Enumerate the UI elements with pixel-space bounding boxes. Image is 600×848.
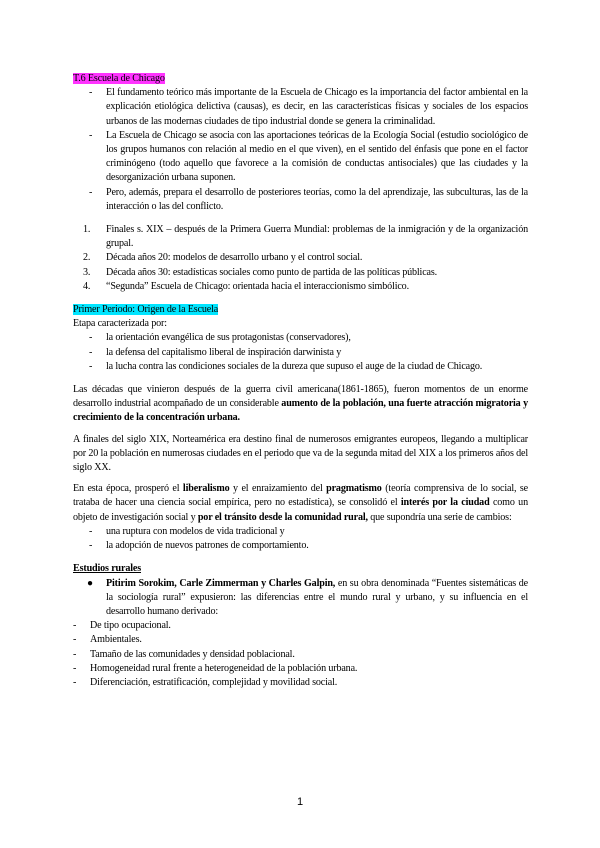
dash-marker: - xyxy=(73,634,77,646)
list-item-text: Ambientales. xyxy=(90,634,142,646)
dash-marker: - xyxy=(73,620,77,632)
dash-marker: - xyxy=(89,346,93,358)
etapa-label: Etapa caracterizada por: xyxy=(73,318,167,330)
intro-list xyxy=(73,86,528,214)
list-item xyxy=(57,662,528,676)
list-item-text: Finales s. XIX – después de la Primera Guerra Mundial: problemas de la inmigración y de la organización grupal. xyxy=(106,224,528,250)
page-content xyxy=(73,72,528,690)
paragraph-text: como un objeto de investigación social y xyxy=(73,497,528,523)
list-item xyxy=(73,360,528,374)
list-item xyxy=(73,525,528,539)
number-marker: 1. xyxy=(83,224,91,236)
paragraph-text: Las décadas que vinieron después de la guerra civil americana(1861-1865), fueron momentos de un enorme desarrollo industrial acompañado de un considerable xyxy=(73,384,528,410)
list-item-text: El fundamento teórico más importante de la Escuela de Chicago es la importancia del factor ambiental en la explicación etiológica delictiva (causas), es decir, en las características físicas y sociales de los espacios urbanos de las modernas ciudades de tipo industrial donde se genera la criminalidad. xyxy=(106,87,528,127)
list-item-text: la adopción de nuevos patrones de comportamiento. xyxy=(106,540,309,552)
list-item xyxy=(57,676,528,690)
list-item xyxy=(73,129,528,186)
dash-marker: - xyxy=(89,129,93,141)
dash-marker: - xyxy=(73,648,77,660)
section-heading-text: T.6 Escuela de Chicago xyxy=(73,73,165,84)
list-item-bold-text: Pitirim Sorokim, Carle Zimmerman y Charles Galpin, xyxy=(106,577,336,589)
list-item xyxy=(57,633,528,647)
list-item-text: Pero, además, prepara el desarrollo de posteriores teorías, como la del aprendizaje, las subculturas, las de la interacción o las del conflicto. xyxy=(106,186,528,212)
subsection-heading xyxy=(73,562,528,576)
list-item-text: Diferenciación, estratificación, complejidad y movilidad social. xyxy=(90,676,338,688)
paragraph: A finales del siglo XIX, Norteamérica era destino final de numerosos emigrantes europeos, llegando a multiplicar por 20 la población en numerosas ciudades en el periodo que va de la segunda mitad del XIX a los primeros años del siglo XX. xyxy=(73,433,528,474)
list-item-text: la defensa del capitalismo liberal de inspiración darwinista y xyxy=(106,346,342,358)
section-heading xyxy=(73,72,528,86)
subsection-heading-text: Estudios rurales xyxy=(73,563,141,575)
paragraph-text: (teoría comprensiva de lo social, se trataba de hacer una ciencia social empírica, pero no estadística), se consolidó el xyxy=(73,483,528,509)
list-item xyxy=(73,346,528,360)
list-item-text: De tipo ocupacional. xyxy=(90,620,171,632)
paragraph-text: En esta época, prosperó el xyxy=(73,483,183,495)
list-item-text: en su obra denominada “Fuentes sistemáticas de la sociología rural” expusieron: las diferencias entre el mundo rural y urbano, y su influencia en el desarrollo humano derivado: xyxy=(106,577,528,617)
paragraph-bold-text: interés por la ciudad xyxy=(400,497,490,509)
paragraph-bold-text: aumento de la población, una fuerte atracción migratoria y crecimiento de la concentración urbana. xyxy=(73,398,528,424)
list-item xyxy=(57,619,528,633)
bullet-marker: ● xyxy=(87,577,93,589)
etapa-list xyxy=(73,331,528,374)
list-item-text: Tamaño de las comunidades y densidad poblacional. xyxy=(90,648,295,660)
dash-marker: - xyxy=(89,87,93,99)
rural-differences-list xyxy=(57,619,528,690)
subsection-heading xyxy=(73,303,528,317)
list-item xyxy=(73,186,528,214)
subsection-heading-text: Primer Periodo: Origen de la Escuela xyxy=(73,304,219,316)
paragraph-text: y el enraizamiento del xyxy=(229,483,327,495)
list-item xyxy=(73,280,528,294)
paragraph-bold-text: pragmatismo xyxy=(326,483,382,495)
list-item-text: Década años 30: estadísticas sociales como punto de partida de las políticas públicas. xyxy=(106,266,438,278)
dash-marker: - xyxy=(73,676,77,688)
dash-marker: - xyxy=(89,525,93,537)
list-item xyxy=(57,648,528,662)
paragraph-bold-text: liberalismo xyxy=(182,483,230,495)
list-item-text: La Escuela de Chicago se asocia con las aportaciones teóricas de la Ecología Social (estudio sociológico de los grupos humanos con relación al medio en el que viven), en el sentido del énfasis que pone en el factor criminógeno (todo aquello que favorece a la comisión de conductas antisociales) que las ciudades y la desorganización urbana suponen. xyxy=(106,129,528,184)
cambios-list xyxy=(73,525,528,553)
list-item xyxy=(73,266,528,280)
paragraph-text: que supondría una serie de cambios: xyxy=(367,511,512,523)
number-marker: 4. xyxy=(83,280,91,292)
list-item xyxy=(73,223,528,251)
list-item-text: una ruptura con modelos de vida tradicional y xyxy=(106,525,285,537)
list-item xyxy=(73,86,528,129)
paragraph xyxy=(73,482,528,525)
number-marker: 2. xyxy=(83,252,91,264)
number-marker: 3. xyxy=(83,266,91,278)
list-item-text: Homogeneidad rural frente a heterogeneidad de la población urbana. xyxy=(90,662,358,674)
list-item-text: “Segunda” Escuela de Chicago: orientada hacia el interaccionismo simbólico. xyxy=(106,280,409,292)
list-item xyxy=(73,331,528,345)
list-item xyxy=(73,539,528,553)
list-item-text: la lucha contra las condiciones sociales de la dureza que supuso el auge de la ciudad de Chicago. xyxy=(106,360,483,372)
dash-marker: - xyxy=(89,540,93,552)
paragraph-bold-text: por el tránsito desde la comunidad rural, xyxy=(197,511,368,523)
list-item-text: la orientación evangélica de sus protagonistas (conservadores), xyxy=(106,332,351,344)
dash-marker: - xyxy=(73,662,77,674)
dash-marker: - xyxy=(89,332,93,344)
rural-bullet-list xyxy=(73,577,528,620)
list-item-text: Década años 20: modelos de desarrollo urbano y el control social. xyxy=(106,252,363,264)
dash-marker: - xyxy=(89,186,93,198)
dash-marker: - xyxy=(89,360,93,372)
list-item xyxy=(73,251,528,265)
periods-list xyxy=(73,223,528,294)
paragraph xyxy=(73,383,528,426)
list-item xyxy=(73,577,528,620)
page-number: 1 xyxy=(296,796,304,808)
